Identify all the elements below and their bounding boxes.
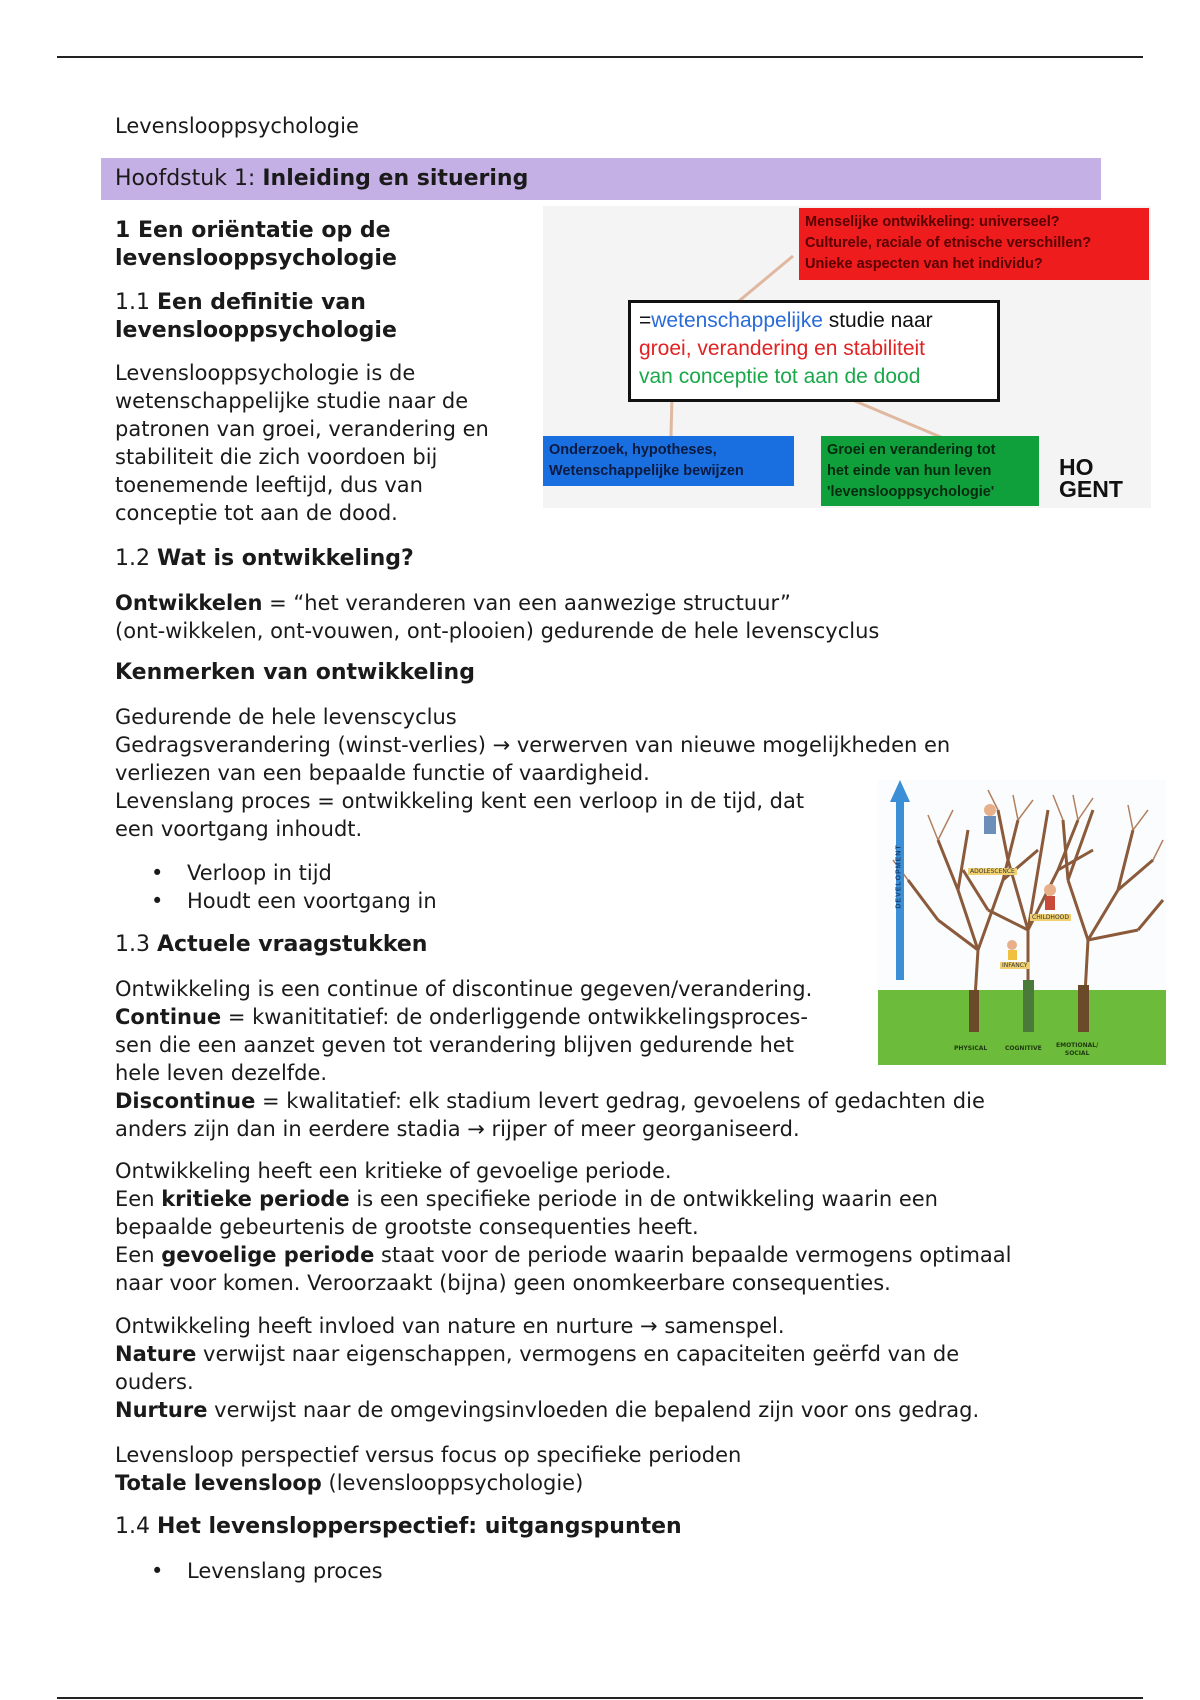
chapter-heading bbox=[101, 158, 1101, 200]
top-rule bbox=[57, 56, 1143, 58]
trunk-cognitive bbox=[1023, 980, 1034, 1032]
questions-box: Menselijke ontwikkeling: universeel? Culturele, raciale of etnische verschillen? Unieke aspecten van het individu? bbox=[799, 208, 1149, 280]
arrow-label: DEVELOPMENT bbox=[895, 844, 903, 909]
growth-box: Groei en verandering tot het einde van hun leven 'levenslooppsychologie' bbox=[821, 436, 1039, 506]
lifespan-focus-paragraph: Levensloop perspectief versus focus op specifieke perioden Totale levensloop (levenslooppsychologie) bbox=[115, 1443, 742, 1495]
kenmerken-bullets bbox=[115, 859, 437, 915]
section-1-3-heading: 1.3 Actuele vraagstukken bbox=[115, 932, 428, 957]
figure-infant bbox=[1007, 940, 1017, 950]
kenmerken-paragraph: Gedurende de hele levenscyclus Gedragsverandering (winst-verlies) → verwerven van nieuwe mogelijkheden en verliezen van een bepaalde functie of vaardigheid. Levenslang proces = ontwikkeling kent een verloop in de tijd, dat een voortgang inhoudt. bbox=[115, 705, 951, 841]
document-title: Levenslooppsychologie bbox=[115, 114, 359, 138]
definition-box: =wetenschappelijke studie naar groei, verandering en stabiliteit van conceptie tot aan de dood bbox=[628, 300, 1000, 402]
stage-label-infancy: INFANCY bbox=[1002, 962, 1028, 969]
list-item: • Houdt een voortgang in bbox=[115, 887, 437, 915]
principles-bullets bbox=[115, 1557, 383, 1585]
ontwikkelen-definition: Ontwikkelen = “het veranderen van een aanwezige structuur” (ont-wikkelen, ont-vouwen, ont-plooien) gedurende de hele levenscyclus bbox=[115, 591, 880, 643]
hogent-logo: HO GENT bbox=[1059, 454, 1123, 502]
kenmerken-heading: Kenmerken van ontwikkeling bbox=[115, 660, 475, 685]
section-1-2-heading: 1.2 Wat is ontwikkeling? bbox=[115, 546, 414, 571]
list-item: • Verloop in tijd bbox=[115, 859, 437, 887]
stage-label-adolescence: ADOLESCENCE bbox=[970, 868, 1015, 875]
section-1-1-heading: 1.1 Een definitie van levenslooppsychologie bbox=[115, 290, 397, 343]
continuity-paragraph: Ontwikkeling is een continue of discontinue gegeven/verandering. Continue = kwanititatief: de onderliggende ontwikkelingsproces- sen die een aanzet geven tot verandering blijven gedurende het hele leven dezelfde. Discontinue = kwalitatief: elk stadium levert gedrag, gevoelens of gedachten die anders zijn dan in eerdere stadia → rijper of meer georganiseerd. bbox=[115, 977, 985, 1141]
trunk-emotional bbox=[1078, 985, 1089, 1032]
trunk-label-cognitive: COGNITIVE bbox=[1005, 1045, 1042, 1052]
research-box: Onderzoek, hypotheses, Wetenschappelijke bewijzen bbox=[543, 436, 794, 486]
nature-nurture-paragraph: Ontwikkeling heeft invloed van nature en nurture → samenspel. Nature verwijst naar eigenschappen, vermogens en capaciteiten geërfd van de ouders. Nurture verwijst naar de omgevingsinvloeden die bepalend zijn voor ons gedrag. bbox=[115, 1314, 980, 1422]
definition-paragraph: Levenslooppsychologie is de wetenschappelijke studie naar de patronen van groei, verandering en stabiliteit die zich voordoen bij toenemende leeftijd, dus van conceptie tot aan de dood. bbox=[115, 361, 489, 525]
section-1-heading: 1 Een oriëntatie op de levenslooppsychologie bbox=[115, 218, 397, 271]
section-1-4-heading: 1.4 Het levenslopperspectief: uitgangspunten bbox=[115, 1514, 682, 1539]
list-item: • Levenslang proces bbox=[115, 1557, 383, 1585]
stage-label-childhood: CHILDHOOD bbox=[1032, 914, 1070, 921]
figure-child bbox=[1044, 884, 1056, 896]
figure-adolescent bbox=[984, 804, 996, 816]
definition-diagram bbox=[543, 206, 1151, 508]
chapter-prefix: Hoofdstuk 1: bbox=[115, 166, 263, 191]
bottom-rule bbox=[57, 1697, 1143, 1699]
trunk-label-emotional: EMOTIONAL/ SOCIAL bbox=[1056, 1042, 1099, 1057]
critical-period-paragraph: Ontwikkeling heeft een kritieke of gevoelige periode. Een kritieke periode is een specifieke periode in de ontwikkeling waarin een bepaalde gebeurtenis de grootste consequenties heeft. Een gevoelige periode staat voor de periode waarin bepaalde vermogens optimaal naar voor komen. Veroorzaakt (bijna) geen onomkeerbare consequenties. bbox=[115, 1159, 1012, 1295]
trunk-label-physical: PHYSICAL bbox=[954, 1045, 988, 1052]
chapter-title: Inleiding en situering bbox=[262, 166, 529, 191]
